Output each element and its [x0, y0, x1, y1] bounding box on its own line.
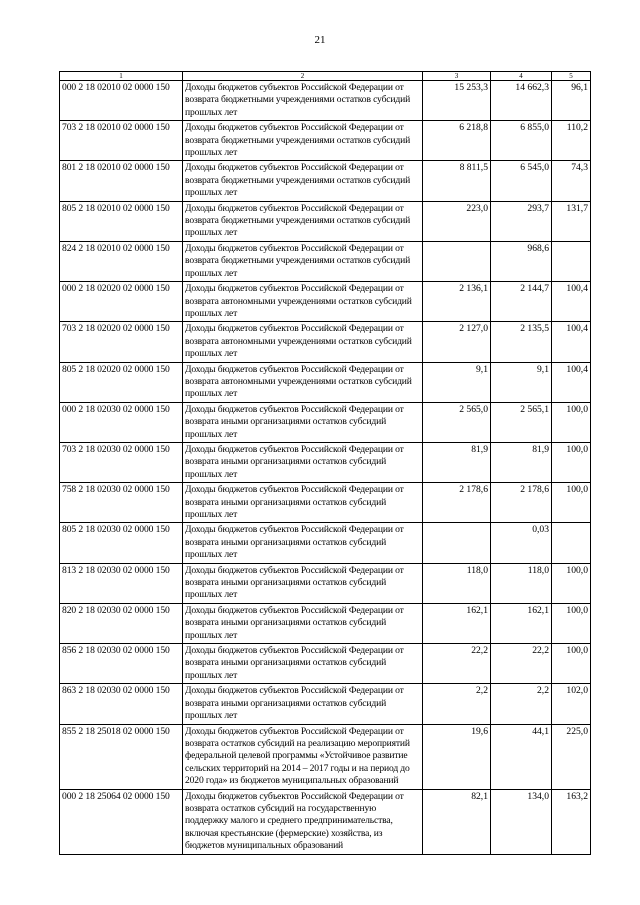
table-row: [60, 483, 591, 523]
row-value-col3: 2 565,0: [423, 402, 491, 442]
row-code: 000 2 18 02030 02 0000 150: [60, 402, 183, 442]
row-value-col3: 2,2: [423, 684, 491, 724]
row-description: Доходы бюджетов субъектов Российской Федерации от возврата бюджетными учреждениями остатков субсидий прошлых лет: [183, 201, 423, 241]
row-value-col4: 2 144,7: [491, 282, 552, 322]
row-value-col4: 293,7: [491, 201, 552, 241]
row-value-col3: 15 253,3: [423, 81, 491, 121]
table-row: [60, 684, 591, 724]
budget-table: [59, 71, 591, 855]
row-code: 000 2 18 25064 02 0000 150: [60, 789, 183, 854]
column-header: 3: [423, 72, 491, 81]
header-row: [60, 72, 591, 81]
table-row: [60, 644, 591, 684]
row-description: Доходы бюджетов субъектов Российской Федерации от возврата иными организациями остатков субсидий прошлых лет: [183, 483, 423, 523]
table-row: [60, 523, 591, 563]
row-code: 813 2 18 02030 02 0000 150: [60, 563, 183, 603]
table-row: [60, 161, 591, 201]
row-code: 703 2 18 02010 02 0000 150: [60, 121, 183, 161]
column-header: 4: [491, 72, 552, 81]
row-value-col5: [552, 241, 591, 281]
row-value-col3: 19,6: [423, 724, 491, 789]
row-code: 801 2 18 02010 02 0000 150: [60, 161, 183, 201]
row-code: 000 2 18 02020 02 0000 150: [60, 282, 183, 322]
row-value-col5: 100,4: [552, 322, 591, 362]
row-value-col4: 0,03: [491, 523, 552, 563]
row-value-col4: 6 855,0: [491, 121, 552, 161]
table-row: [60, 241, 591, 281]
row-description: Доходы бюджетов субъектов Российской Федерации от возврата остатков субсидий на реализацию мероприятий федеральной целевой программы «Устойчивое развитие сельских территорий на 2014 – 2017 годы и на период до 2020 года» из бюджетов муниципальных образований: [183, 724, 423, 789]
row-description: Доходы бюджетов субъектов Российской Федерации от возврата иными организациями остатков субсидий прошлых лет: [183, 402, 423, 442]
row-value-col4: 6 545,0: [491, 161, 552, 201]
table-row: [60, 724, 591, 789]
row-value-col4: 118,0: [491, 563, 552, 603]
row-value-col5: 100,0: [552, 483, 591, 523]
table-row: [60, 442, 591, 482]
row-code: 856 2 18 02030 02 0000 150: [60, 644, 183, 684]
row-code: 805 2 18 02010 02 0000 150: [60, 201, 183, 241]
row-value-col3: 6 218,8: [423, 121, 491, 161]
row-value-col3: 162,1: [423, 603, 491, 643]
row-value-col4: 2 135,5: [491, 322, 552, 362]
row-description: Доходы бюджетов субъектов Российской Федерации от возврата иными организациями остатков субсидий прошлых лет: [183, 442, 423, 482]
column-header: 1: [60, 72, 183, 81]
row-value-col5: 100,0: [552, 603, 591, 643]
page-number: 21: [314, 34, 326, 46]
table-row: [60, 282, 591, 322]
row-value-col4: 22,2: [491, 644, 552, 684]
row-value-col5: 131,7: [552, 201, 591, 241]
row-description: Доходы бюджетов субъектов Российской Федерации от возврата иными организациями остатков субсидий прошлых лет: [183, 603, 423, 643]
row-description: Доходы бюджетов субъектов Российской Федерации от возврата бюджетными учреждениями остатков субсидий прошлых лет: [183, 161, 423, 201]
table-row: [60, 563, 591, 603]
row-value-col4: 162,1: [491, 603, 552, 643]
row-description: Доходы бюджетов субъектов Российской Федерации от возврата иными организациями остатков субсидий прошлых лет: [183, 644, 423, 684]
row-code: 000 2 18 02010 02 0000 150: [60, 81, 183, 121]
column-header: 5: [552, 72, 591, 81]
row-code: 758 2 18 02030 02 0000 150: [60, 483, 183, 523]
row-value-col3: 9,1: [423, 362, 491, 402]
row-value-col3: 2 178,6: [423, 483, 491, 523]
row-code: 703 2 18 02020 02 0000 150: [60, 322, 183, 362]
table-row: [60, 789, 591, 854]
row-description: Доходы бюджетов субъектов Российской Федерации от возврата бюджетными учреждениями остатков субсидий прошлых лет: [183, 81, 423, 121]
row-description: Доходы бюджетов субъектов Российской Федерации от возврата автономными учреждениями остатков субсидий прошлых лет: [183, 282, 423, 322]
table-row: [60, 322, 591, 362]
row-code: 805 2 18 02020 02 0000 150: [60, 362, 183, 402]
column-header: 2: [183, 72, 423, 81]
row-value-col4: 2 565,1: [491, 402, 552, 442]
row-code: 824 2 18 02010 02 0000 150: [60, 241, 183, 281]
row-code: 703 2 18 02030 02 0000 150: [60, 442, 183, 482]
row-description: Доходы бюджетов субъектов Российской Федерации от возврата иными организациями остатков субсидий прошлых лет: [183, 684, 423, 724]
row-code: 805 2 18 02030 02 0000 150: [60, 523, 183, 563]
row-description: Доходы бюджетов субъектов Российской Федерации от возврата бюджетными учреждениями остатков субсидий прошлых лет: [183, 241, 423, 281]
row-value-col5: 74,3: [552, 161, 591, 201]
row-value-col5: 96,1: [552, 81, 591, 121]
row-value-col3: [423, 241, 491, 281]
table-row: [60, 603, 591, 643]
row-value-col4: 9,1: [491, 362, 552, 402]
table-row: [60, 201, 591, 241]
row-value-col5: 100,0: [552, 563, 591, 603]
row-value-col3: 223,0: [423, 201, 491, 241]
row-value-col5: 110,2: [552, 121, 591, 161]
row-code: 855 2 18 25018 02 0000 150: [60, 724, 183, 789]
table-row: [60, 121, 591, 161]
row-value-col5: 100,4: [552, 282, 591, 322]
row-value-col5: 100,0: [552, 402, 591, 442]
row-description: Доходы бюджетов субъектов Российской Федерации от возврата остатков субсидий на государственную поддержку малого и среднего предпринимательства, включая крестьянские (фермерские) хозяйства, из бюджетов муниципальных образований: [183, 789, 423, 854]
row-value-col3: 82,1: [423, 789, 491, 854]
row-value-col4: 968,6: [491, 241, 552, 281]
table-row: [60, 402, 591, 442]
row-value-col3: 81,9: [423, 442, 491, 482]
row-value-col3: 2 127,0: [423, 322, 491, 362]
row-value-col5: 225,0: [552, 724, 591, 789]
row-value-col3: 8 811,5: [423, 161, 491, 201]
row-description: Доходы бюджетов субъектов Российской Федерации от возврата иными организациями остатков субсидий прошлых лет: [183, 563, 423, 603]
row-value-col3: 22,2: [423, 644, 491, 684]
row-value-col5: 100,4: [552, 362, 591, 402]
row-code: 863 2 18 02030 02 0000 150: [60, 684, 183, 724]
row-value-col3: [423, 523, 491, 563]
row-description: Доходы бюджетов субъектов Российской Федерации от возврата автономными учреждениями остатков субсидий прошлых лет: [183, 322, 423, 362]
row-value-col5: 163,2: [552, 789, 591, 854]
row-description: Доходы бюджетов субъектов Российской Федерации от возврата иными организациями остатков субсидий прошлых лет: [183, 523, 423, 563]
row-value-col5: 100,0: [552, 644, 591, 684]
row-value-col5: [552, 523, 591, 563]
row-code: 820 2 18 02030 02 0000 150: [60, 603, 183, 643]
row-description: Доходы бюджетов субъектов Российской Федерации от возврата бюджетными учреждениями остатков субсидий прошлых лет: [183, 121, 423, 161]
row-value-col5: 100,0: [552, 442, 591, 482]
row-value-col3: 2 136,1: [423, 282, 491, 322]
row-value-col4: 44,1: [491, 724, 552, 789]
row-value-col4: 2 178,6: [491, 483, 552, 523]
row-description: Доходы бюджетов субъектов Российской Федерации от возврата автономными учреждениями остатков субсидий прошлых лет: [183, 362, 423, 402]
row-value-col4: 14 662,3: [491, 81, 552, 121]
row-value-col3: 118,0: [423, 563, 491, 603]
table-row: [60, 362, 591, 402]
row-value-col5: 102,0: [552, 684, 591, 724]
table-row: [60, 81, 591, 121]
row-value-col4: 2,2: [491, 684, 552, 724]
row-value-col4: 134,0: [491, 789, 552, 854]
row-value-col4: 81,9: [491, 442, 552, 482]
